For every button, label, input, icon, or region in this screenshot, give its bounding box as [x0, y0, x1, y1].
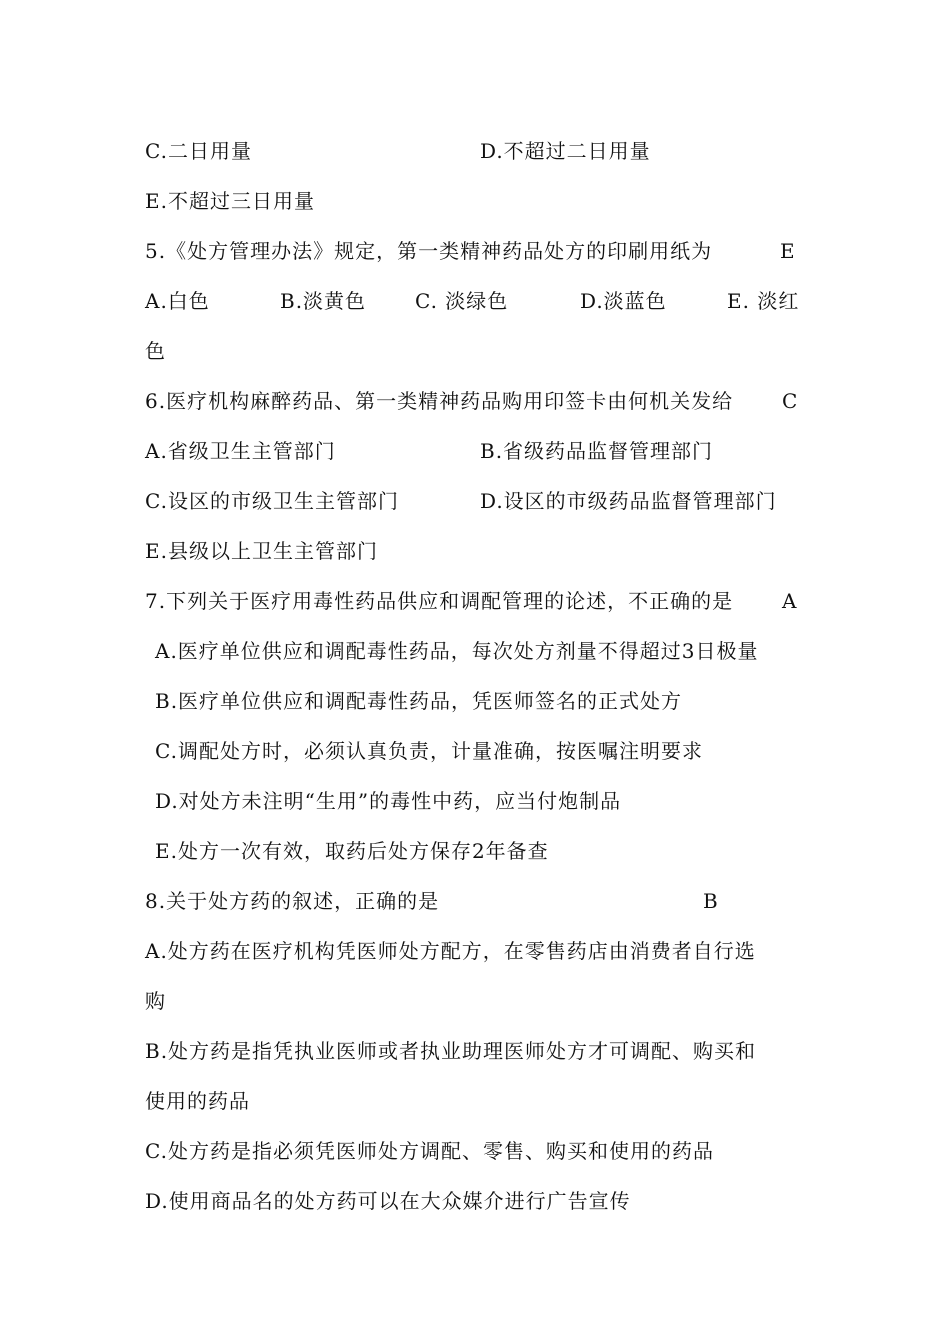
q8-option-b-line2: 使用的药品: [145, 1089, 250, 1113]
q8-option-c: C.处方药是指必须凭医师处方调配、零售、购买和使用的药品: [145, 1139, 714, 1163]
q6-option-d: D.设区的市级药品监督管理部门: [480, 489, 777, 513]
q8-option-b-line1: B.处方药是指凭执业医师或者执业助理医师处方才可调配、购买和: [145, 1039, 757, 1063]
q4-option-e: E.不超过三日用量: [145, 189, 315, 213]
q8-option-d: D.使用商品名的处方药可以在大众媒介进行广告宣传: [145, 1189, 631, 1213]
q6-option-e: E.县级以上卫生主管部门: [145, 539, 378, 563]
q6-options-cd: [145, 476, 777, 526]
q6-options-ab: [145, 426, 714, 476]
q5-option-d: D.淡蓝色: [580, 289, 667, 313]
q6-option-c: C.设区的市级卫生主管部门: [145, 489, 399, 513]
q8-option-a-line2: 购: [145, 989, 166, 1013]
q5-option-c: C. 淡绿色: [415, 289, 509, 313]
q5-option-b: B.淡黄色: [280, 289, 367, 313]
q4-options-cd: [145, 126, 651, 176]
q5-option-a: A.白色: [145, 289, 210, 313]
q7-question: 7.下列关于医疗用毒性药品供应和调配管理的论述，不正确的是: [145, 589, 734, 613]
q5-question-line: [145, 226, 805, 276]
q5-option-e-cont: 色: [145, 339, 166, 363]
q6-question: 6.医疗机构麻醉药品、第一类精神药品购用印签卡由何机关发给: [145, 389, 734, 413]
q8-question: 8.关于处方药的叙述，正确的是: [145, 889, 440, 913]
q7-option-a: A.医疗单位供应和调配毒性药品，每次处方剂量不得超过3日极量: [155, 639, 759, 663]
q7-option-b: B.医疗单位供应和调配毒性药品，凭医师签名的正式处方: [155, 689, 683, 713]
q6-question-line: [145, 376, 805, 426]
q6-option-a: A.省级卫生主管部门: [145, 439, 336, 463]
q5-answer: E: [780, 239, 796, 263]
q8-option-a-line1: A.处方药在医疗机构凭医师处方配方，在零售药店由消费者自行选: [145, 939, 756, 963]
q6-option-b: B.省级药品监督管理部门: [480, 439, 714, 463]
q7-question-line: [145, 576, 805, 626]
q8-question-line: [145, 876, 805, 926]
q8-answer: B: [703, 889, 719, 913]
q4-option-c: C.二日用量: [145, 139, 252, 163]
q5-options: [145, 276, 815, 326]
q4-option-d: D.不超过二日用量: [480, 139, 651, 163]
q7-answer: A: [782, 589, 798, 613]
q7-option-c: C.调配处方时，必须认真负责，计量准确，按医嘱注明要求: [155, 739, 703, 763]
q7-option-e: E.处方一次有效，取药后处方保存2年备查: [155, 839, 549, 863]
q6-answer: C: [782, 389, 799, 413]
q5-option-e: E. 淡红: [727, 289, 800, 313]
q5-question: 5.《处方管理办法》规定，第一类精神药品处方的印刷用纸为: [145, 239, 713, 263]
q7-option-d: D.对处方未注明“生用”的毒性中药，应当付炮制品: [155, 789, 622, 813]
